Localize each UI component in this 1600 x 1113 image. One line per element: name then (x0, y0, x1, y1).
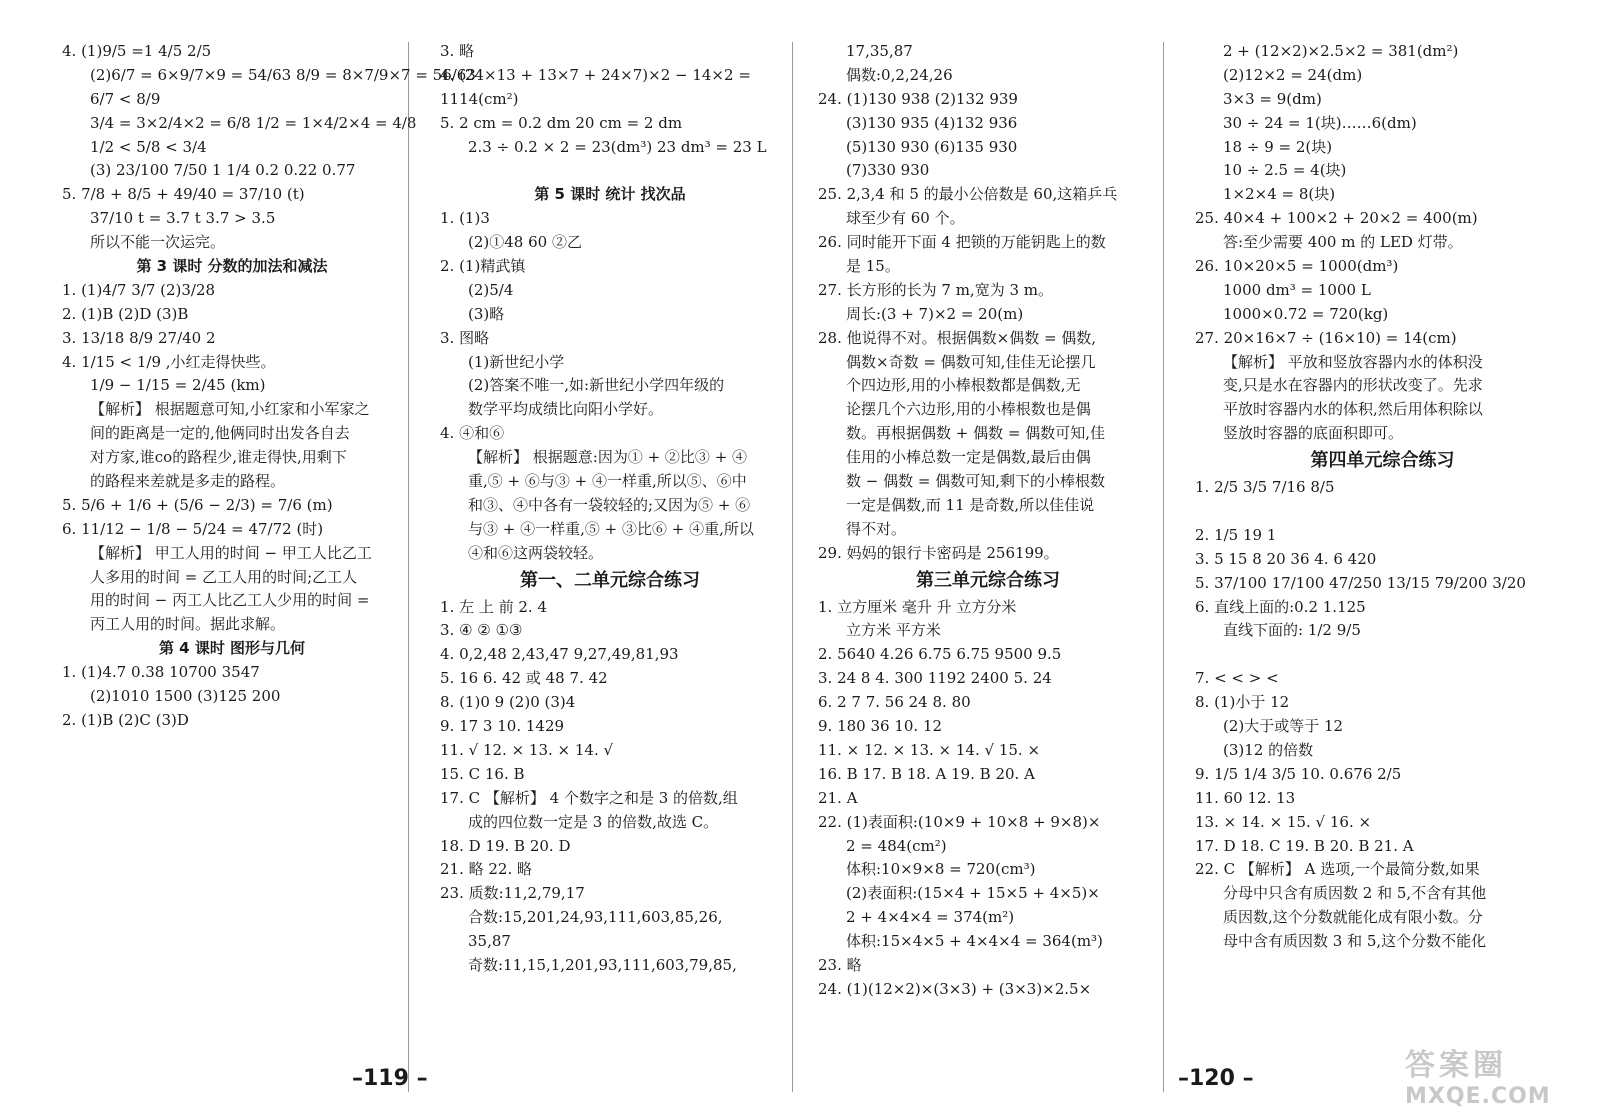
answer-line: 个四边形,用的小棒根数都是偶数,无 (846, 376, 1081, 395)
answer-line: 【解析】 根据题意可知,小红家和小军家之 (90, 400, 370, 419)
answer-line: 5. 2 cm = 0.2 dm 20 cm = 2 dm (440, 113, 683, 132)
answer-line: 佳用的小棒总数一定是偶数,最后由偶 (846, 448, 1091, 467)
answer-line: (2)12×2 = 24(dm) (1223, 65, 1363, 84)
section-heading: 第 5 课时 统计 找次品 (534, 185, 686, 204)
answer-line: 4. (1)9/5 =1 4/5 2/5 (62, 42, 212, 60)
watermark-logo: 答案圈 (1405, 1048, 1507, 1083)
page-number-left: –119 – (352, 1066, 428, 1091)
answer-line: 质因数,这个分数就能化成有限小数。分 (1223, 908, 1483, 927)
answer-line: 3. 24 8 4. 300 1192 2400 5. 24 (818, 669, 1052, 688)
answer-line: 3/4 = 3×2/4×2 = 6/8 1/2 = 1×4/2×4 = 4/8 (90, 113, 417, 132)
answer-line: ④和⑥这两袋较轻。 (468, 543, 604, 562)
answer-line: 22. C 【解析】 A 选项,一个最简分数,如果 (1195, 860, 1480, 879)
answer-line: 【解析】 根据题意:因为① + ②比③ + ④ (468, 448, 748, 467)
answer-line: 4. 1/15 < 1/9 ,小红走得快些。 (62, 352, 276, 371)
answer-line: 丙工人用的时间。据此求解。 (90, 615, 286, 634)
answer-line: 直线下面的: 1/2 9/5 (1223, 621, 1361, 640)
answer-line: (5)130 930 (6)135 930 (846, 137, 1018, 156)
answer-line: 25. 2,3,4 和 5 的最小公倍数是 60,这箱乒乓 (818, 185, 1118, 204)
answer-column-3 (818, 40, 1158, 1002)
answer-line: 15. C 16. B (440, 764, 525, 783)
answer-line: 2 + 4×4×4 = 374(m²) (846, 908, 1015, 927)
answer-line: 17. C 【解析】 4 个数字之和是 3 的倍数,组 (440, 788, 738, 807)
answer-line: (3)130 935 (4)132 936 (846, 113, 1018, 132)
answer-line: (2)①48 60 ②乙 (468, 233, 582, 252)
answer-line: 4. 0,2,48 2,43,47 9,27,49,81,93 (440, 645, 679, 664)
answer-line: 平放时容器内水的体积,然后用体积除以 (1223, 400, 1483, 419)
answer-line: 18. D 19. B 20. D (440, 836, 571, 855)
answer-line: (7)330 930 (846, 161, 930, 180)
answer-line: 用的时间 − 丙工人比乙工人少用的时间 = (90, 591, 370, 610)
answer-line: 27. 长方形的长为 7 m,宽为 3 m。 (818, 280, 1053, 299)
answer-line: 周长:(3 + 7)×2 = 20(m) (846, 304, 1024, 323)
answer-line: 重,⑤ + ⑥与③ + ④一样重,所以⑤、⑥中 (468, 472, 747, 491)
answer-line (1195, 500, 1570, 524)
answer-line: 间的距离是一定的,他俩同时出发各自去 (90, 424, 350, 443)
answer-line: 1000×0.72 = 720(kg) (1223, 304, 1389, 323)
answer-line: 23. 质数:11,2,79,17 (440, 884, 585, 903)
answer-line: 9. 180 36 10. 12 (818, 717, 943, 736)
answer-line: 24. (1)130 938 (2)132 939 (818, 89, 1018, 108)
answer-line: 2. 5640 4.26 6.75 6.75 9500 9.5 (818, 645, 1062, 664)
answer-line: 13. × 14. × 15. √ 16. × (1195, 812, 1372, 831)
answer-line: 数。再根据偶数 + 偶数 = 偶数可知,佳 (846, 424, 1105, 443)
answer-line: 1000 dm³ = 1000 L (1223, 280, 1371, 299)
answer-line: (3) 23/100 7/50 1 1/4 0.2 0.22 0.77 (90, 161, 356, 180)
answer-line: 1. 立方厘米 毫升 升 立方分米 (818, 597, 1017, 616)
answer-line: 3×3 = 9(dm) (1223, 89, 1322, 108)
answer-line: 偶数×奇数 = 偶数可知,佳佳无论摆几 (846, 352, 1096, 371)
answer-line: 立方米 平方米 (846, 621, 941, 640)
answer-line: 3. 13/18 8/9 27/40 2 (62, 328, 216, 347)
section-heading: 第 3 课时 分数的加法和减法 (136, 257, 328, 276)
answer-line: 5. 16 6. 42 或 48 7. 42 (440, 669, 608, 688)
answer-line: 和③、④中各有一袋较轻的;又因为⑤ + ⑥ (468, 495, 751, 514)
answer-line: 1×2×4 = 8(块) (1223, 185, 1336, 204)
section-heading: 第四单元综合练习 (1310, 450, 1455, 472)
answer-line: 26. 10×20×5 = 1000(dm³) (1195, 257, 1399, 276)
answer-line: 得不对。 (846, 519, 907, 538)
answer-line: 2.3 ÷ 0.2 × 2 = 23(dm³) 23 dm³ = 23 L (468, 137, 767, 156)
answer-line: 所以不能一次运完。 (90, 233, 226, 252)
answer-line: 1114(cm²) (440, 89, 519, 108)
answer-line (440, 159, 780, 183)
answer-line: 答:至少需要 400 m 的 LED 灯带。 (1223, 233, 1463, 252)
answer-column-2 (440, 40, 780, 978)
answer-line: (2)6/7 = 6×9/7×9 = 54/63 8/9 = 8×7/9×7 = 56/63 (90, 65, 476, 84)
answer-line: 母中含有质因数 3 和 5,这个分数不能化 (1223, 932, 1487, 951)
answer-column-4 (1195, 40, 1570, 954)
watermark-site: MXQE.COM (1405, 1084, 1551, 1109)
answer-line: 35,87 (468, 932, 511, 951)
answer-line: 11. × 12. × 13. × 14. √ 15. × (818, 740, 1041, 759)
answer-line: 9. 17 3 10. 1429 (440, 717, 565, 736)
answer-line: 22. (1)表面积:(10×9 + 10×8 + 9×8)× (818, 812, 1101, 831)
section-heading: 第 4 课时 图形与几何 (158, 639, 306, 658)
answer-line: 4. ④和⑥ (440, 424, 505, 443)
answer-line: 5. 37/100 17/100 47/250 13/15 79/200 3/20 (1195, 573, 1526, 592)
answer-line: 1/9 − 1/15 = 2/45 (km) (90, 376, 266, 395)
answer-line: 2 = 484(cm²) (846, 836, 947, 855)
answer-line: 1. (1)4.7 0.38 10700 3547 (62, 663, 260, 682)
answer-line: 3. 图略 (440, 328, 490, 347)
answer-line: 26. 同时能开下面 4 把锁的万能钥匙上的数 (818, 233, 1106, 252)
answer-line: (2)大于或等于 12 (1223, 717, 1344, 736)
answer-line: 数 − 偶数 = 偶数可知,剩下的小棒根数 (846, 472, 1105, 491)
answer-line: 7. < < > < (1195, 669, 1279, 688)
answer-line: 1. 左 上 前 2. 4 (440, 597, 548, 616)
answer-line: 6/7 < 8/9 (90, 89, 161, 108)
answer-line: 2. (1)B (2)C (3)D (62, 710, 189, 729)
answer-line: 4. (24×13 + 13×7 + 24×7)×2 − 14×2 = (440, 65, 751, 84)
answer-line: 1. (1)3 (440, 209, 490, 228)
answer-line: 对方家,谁со的路程少,谁走得快,用剩下 (90, 448, 347, 467)
answer-line: 人多用的时间 = 乙工人用的时间;乙工人 (90, 567, 358, 586)
answer-line: 竖放时容器的底面积即可。 (1223, 424, 1404, 443)
answer-line: 5. 5/6 + 1/6 + (5/6 − 2/3) = 7/6 (m) (62, 495, 333, 514)
answer-line: 28. 他说得不对。根据偶数×偶数 = 偶数, (818, 328, 1097, 347)
answer-line: (2)1010 1500 (3)125 200 (90, 687, 281, 706)
answer-line: 数学平均成绩比向阳小学好。 (468, 400, 664, 419)
answer-line: 21. 略 22. 略 (440, 860, 533, 879)
answer-line: 1. (1)4/7 3/7 (2)3/28 (62, 280, 216, 299)
section-heading: 第三单元综合练习 (916, 569, 1060, 591)
answer-line: 3. ④ ② ①③ (440, 621, 523, 640)
answer-line: 【解析】 甲工人用的时间 − 甲工人比乙工 (90, 543, 372, 562)
answer-line: 30 ÷ 24 = 1(块)……6(dm) (1223, 113, 1417, 132)
answer-line: 一定是偶数,而 11 是奇数,所以佳佳说 (846, 495, 1095, 514)
answer-line: 8. (1)小于 12 (1195, 693, 1290, 712)
answer-line: 球至少有 60 个。 (846, 209, 965, 228)
answer-line: 5. 7/8 + 8/5 + 49/40 = 37/10 (t) (62, 185, 305, 204)
answer-line: 17. D 18. C 19. B 20. B 21. A (1195, 836, 1414, 855)
answer-line: 6. 直线上面的:0.2 1.125 (1195, 597, 1366, 616)
answer-line: 1/2 < 5/8 < 3/4 (90, 137, 207, 156)
answer-line: 27. 20×16×7 ÷ (16×10) = 14(cm) (1195, 328, 1457, 347)
answer-line: 奇数:11,15,1,201,93,111,603,79,85, (468, 955, 737, 974)
answer-line: 18 ÷ 9 = 2(块) (1223, 137, 1333, 156)
answer-line: 2. (1)精武镇 (440, 257, 526, 276)
answer-line: 8. (1)0 9 (2)0 (3)4 (440, 693, 576, 712)
answer-line: 25. 40×4 + 100×2 + 20×2 = 400(m) (1195, 209, 1478, 228)
answer-line: 【解析】 平放和竖放容器内水的体积没 (1223, 352, 1483, 371)
column-divider (408, 42, 409, 1092)
answer-line: 1. 2/5 3/5 7/16 8/5 (1195, 478, 1335, 497)
answer-line: 分母中只含有质因数 2 和 5,不含有其他 (1223, 884, 1487, 903)
answer-line (1195, 643, 1570, 667)
answer-line: (2)答案不唯一,如:新世纪小学四年级的 (468, 376, 725, 395)
section-heading: 第一、二单元综合练习 (520, 569, 700, 591)
answer-line: 合数:15,201,24,93,111,603,85,26, (468, 908, 723, 927)
answer-line: 与③ + ④一样重,⑤ + ③比⑥ + ④重,所以 (468, 519, 754, 538)
answer-line: 体积:15×4×5 + 4×4×4 = 364(m³) (846, 932, 1103, 951)
answer-line: 变,只是水在容器内的形状改变了。先求 (1223, 376, 1483, 395)
answer-line: 6. 2 7 7. 56 24 8. 80 (818, 693, 971, 712)
answer-line: 偶数:0,2,24,26 (846, 65, 953, 84)
answer-line: 9. 1/5 1/4 3/5 10. 0.676 2/5 (1195, 764, 1402, 783)
answer-line: 29. 妈妈的银行卡密码是 256199。 (818, 543, 1059, 562)
answer-line: (3)12 的倍数 (1223, 740, 1314, 759)
answer-line: 是 15。 (846, 257, 900, 276)
answer-line: 成的四位数一定是 3 的倍数,故选 C。 (468, 812, 719, 831)
answer-line: 16. B 17. B 18. A 19. B 20. A (818, 764, 1035, 783)
answer-line: (2)5/4 (468, 280, 514, 299)
answer-line: 体积:10×9×8 = 720(cm³) (846, 860, 1036, 879)
answer-line: 论摆几个六边形,用的小棒根数也是偶 (846, 400, 1091, 419)
answer-line: 3. 5 15 8 20 36 4. 6 420 (1195, 549, 1377, 568)
page-number-right: –120 – (1178, 1066, 1254, 1091)
answer-line: (2)表面积:(15×4 + 15×5 + 4×5)× (846, 884, 1100, 903)
answer-line: 的路程来差就是多走的路程。 (90, 472, 286, 491)
answer-line: 10 ÷ 2.5 = 4(块) (1223, 161, 1347, 180)
column-divider (1163, 42, 1164, 1092)
answer-line: 11. 60 12. 13 (1195, 788, 1296, 807)
answer-line: 17,35,87 (846, 42, 913, 60)
answer-line: 21. A (818, 788, 858, 807)
answer-line: (3)略 (468, 304, 505, 323)
answer-line: 24. (1)(12×2)×(3×3) + (3×3)×2.5× (818, 979, 1092, 998)
answer-line: 11. √ 12. × 13. × 14. √ (440, 740, 614, 759)
answer-line: 2. 1/5 19 1 (1195, 525, 1277, 544)
answer-line: 2. (1)B (2)D (3)B (62, 304, 189, 323)
answer-line: 3. 略 (440, 42, 475, 60)
answer-line: 6. 11/12 − 1/8 − 5/24 = 47/72 (时) (62, 519, 324, 538)
answer-line: 2 + (12×2)×2.5×2 = 381(dm²) (1223, 42, 1459, 60)
page-gutter (792, 42, 793, 1092)
watermark (1405, 1040, 1585, 1110)
answer-line: (1)新世纪小学 (468, 352, 565, 371)
answer-line: 37/10 t = 3.7 t 3.7 > 3.5 (90, 209, 276, 228)
answer-line: 23. 略 (818, 955, 862, 974)
